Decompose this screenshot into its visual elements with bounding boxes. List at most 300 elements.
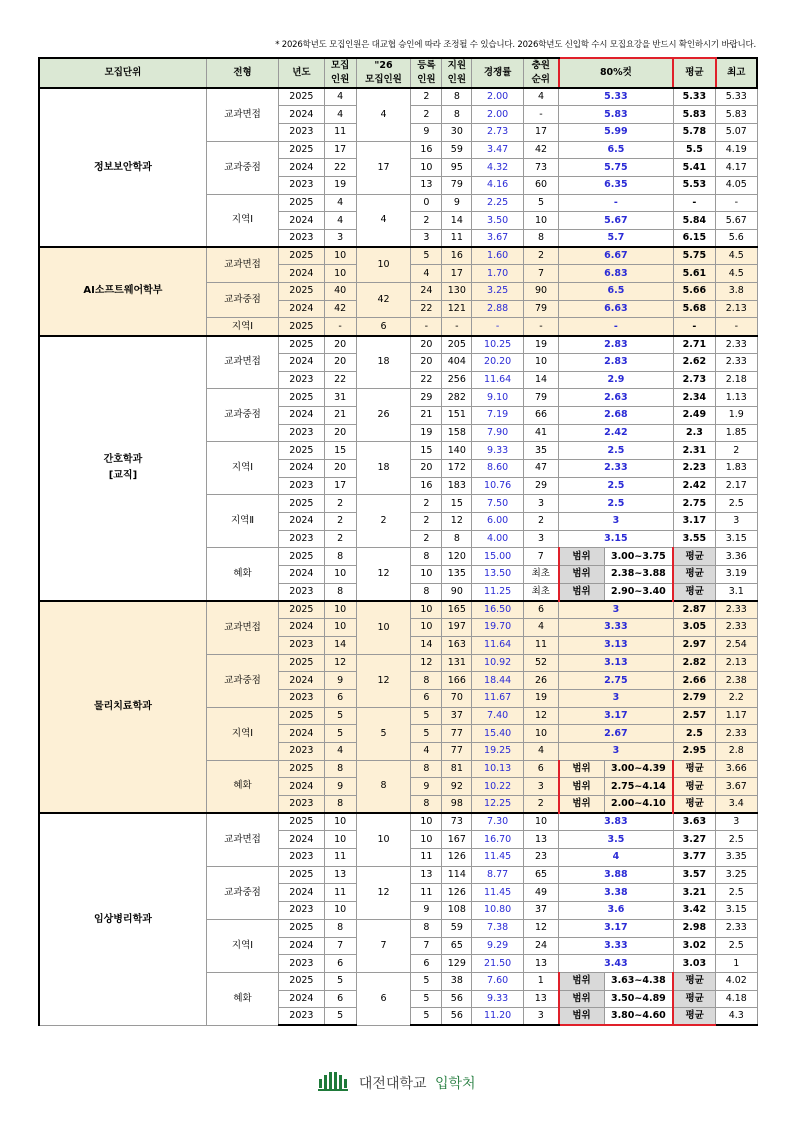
max: 3.1 [716, 583, 757, 601]
waitlist-rank: 11 [523, 636, 558, 654]
cut-80: 3.38 [559, 884, 674, 902]
waitlist-rank: 60 [523, 176, 558, 194]
quota: 7 [324, 937, 356, 955]
range-value: 2.38~3.88 [604, 566, 673, 584]
waitlist-rank: 7 [523, 265, 558, 283]
applicants: 166 [442, 672, 472, 690]
quota: 20 [324, 424, 356, 442]
quota-2026: 12 [356, 654, 411, 707]
waitlist-rank: 29 [523, 477, 558, 495]
registered: 2 [411, 513, 442, 531]
max: 4.5 [716, 265, 757, 283]
average: 2.57 [673, 707, 715, 725]
waitlist-rank: 4 [523, 88, 558, 106]
average: - [673, 318, 715, 336]
admission-type: 혜화 [206, 972, 278, 1025]
header-applicants-line1: 지원 [447, 60, 467, 71]
year: 2025 [279, 389, 324, 407]
waitlist-rank: 52 [523, 654, 558, 672]
quota-2026: 10 [356, 813, 411, 866]
range-label: 범위 [559, 778, 604, 796]
year: 2024 [279, 353, 324, 371]
average: 5.78 [673, 123, 715, 141]
range-value: 2.00~4.10 [604, 796, 673, 814]
year: 2023 [279, 796, 324, 814]
cut-80: 2.83 [559, 336, 674, 354]
max: 3.25 [716, 866, 757, 884]
header-applicants [442, 58, 472, 88]
cut-80: 3.15 [559, 530, 674, 548]
range-value: 2.75~4.14 [604, 778, 673, 796]
applicants: 12 [442, 513, 472, 531]
waitlist-rank: 79 [523, 300, 558, 318]
average: 2.73 [673, 371, 715, 389]
competition-rate: 4.32 [472, 159, 524, 177]
year: 2023 [279, 530, 324, 548]
applicants: 205 [442, 336, 472, 354]
unit-name-cell [39, 247, 206, 335]
applicants: 11 [442, 230, 472, 248]
admission-results-table [38, 57, 758, 1026]
header-year: 년도 [279, 58, 324, 88]
quota-2026: 7 [356, 919, 411, 972]
registered: 2 [411, 495, 442, 513]
applicants: 130 [442, 283, 472, 301]
registered: 5 [411, 972, 442, 990]
year: 2025 [279, 88, 324, 106]
admission-type: 지역Ⅱ [206, 495, 278, 548]
applicants: 37 [442, 707, 472, 725]
cut-80: 3.17 [559, 919, 674, 937]
average: 3.63 [673, 813, 715, 831]
quota: 8 [324, 760, 356, 778]
unit-name-cell [39, 601, 206, 813]
cut-80: 2.42 [559, 424, 674, 442]
header-waitlist-line1: 충원 [531, 60, 550, 71]
waitlist-rank: 13 [523, 955, 558, 973]
applicants: 16 [442, 247, 472, 265]
registered: 20 [411, 353, 442, 371]
quota: 8 [324, 583, 356, 601]
competition-rate: 12.25 [472, 796, 524, 814]
max: 4.5 [716, 247, 757, 265]
max: 2.5 [716, 937, 757, 955]
registered: 8 [411, 672, 442, 690]
average: 3.02 [673, 937, 715, 955]
year: 2024 [279, 265, 324, 283]
cut-80: 2.5 [559, 442, 674, 460]
waitlist-rank: 19 [523, 336, 558, 354]
range-label: 범위 [559, 548, 604, 566]
competition-rate: 3.25 [472, 283, 524, 301]
registered: 16 [411, 477, 442, 495]
waitlist-rank: 14 [523, 371, 558, 389]
competition-rate: 11.25 [472, 583, 524, 601]
registered: 8 [411, 760, 442, 778]
registered: 0 [411, 194, 442, 212]
waitlist-rank: 3 [523, 530, 558, 548]
applicants: 167 [442, 831, 472, 849]
range-label: 범위 [559, 796, 604, 814]
max: 1.9 [716, 406, 757, 424]
table-row [39, 601, 757, 619]
registered: 7 [411, 937, 442, 955]
table-body [39, 88, 757, 1025]
waitlist-rank: 26 [523, 672, 558, 690]
year: 2023 [279, 742, 324, 760]
applicants: 77 [442, 742, 472, 760]
quota: 22 [324, 159, 356, 177]
quota: 2 [324, 495, 356, 513]
year: 2024 [279, 619, 324, 637]
quota: 5 [324, 707, 356, 725]
year: 2024 [279, 778, 324, 796]
waitlist-rank: - [523, 106, 558, 124]
admission-type: 지역Ⅰ [206, 919, 278, 972]
quota: 21 [324, 406, 356, 424]
applicants: 126 [442, 849, 472, 867]
year: 2023 [279, 583, 324, 601]
waitlist-rank: 3 [523, 778, 558, 796]
waitlist-rank: 37 [523, 902, 558, 920]
quota: 9 [324, 672, 356, 690]
competition-rate: 9.33 [472, 990, 524, 1008]
registered: 2 [411, 530, 442, 548]
header-waitlist [523, 58, 558, 88]
quota: 4 [324, 194, 356, 212]
waitlist-rank: 42 [523, 141, 558, 159]
cut-80: 2.5 [559, 495, 674, 513]
quota: 12 [324, 654, 356, 672]
max: 3.15 [716, 902, 757, 920]
max: 5.67 [716, 212, 757, 230]
max: 2.18 [716, 371, 757, 389]
quota: - [324, 318, 356, 336]
waitlist-rank: 7 [523, 548, 558, 566]
unit-subname: [교직] [108, 470, 138, 482]
quota-2026: 4 [356, 88, 411, 141]
competition-rate: 10.92 [472, 654, 524, 672]
quota: 40 [324, 283, 356, 301]
registered: 29 [411, 389, 442, 407]
applicants: 30 [442, 123, 472, 141]
max: 3 [716, 513, 757, 531]
header-registered [411, 58, 442, 88]
cut-80: 6.5 [559, 141, 674, 159]
quota: 10 [324, 247, 356, 265]
waitlist-rank: 10 [523, 725, 558, 743]
competition-rate: 16.70 [472, 831, 524, 849]
registered: 9 [411, 902, 442, 920]
applicants: 14 [442, 212, 472, 230]
header-unit: 모집단위 [39, 58, 206, 88]
average-label: 평균 [673, 990, 715, 1008]
max: - [716, 194, 757, 212]
max: 2 [716, 442, 757, 460]
quota-2026: 5 [356, 707, 411, 760]
year: 2025 [279, 760, 324, 778]
unit-name-cell [39, 336, 206, 601]
year: 2024 [279, 300, 324, 318]
registered: 12 [411, 654, 442, 672]
average: 2.49 [673, 406, 715, 424]
average: 3.03 [673, 955, 715, 973]
registered: 8 [411, 583, 442, 601]
average: 5.75 [673, 247, 715, 265]
applicants: 135 [442, 566, 472, 584]
year: 2025 [279, 318, 324, 336]
cut-80: 3.5 [559, 831, 674, 849]
applicants: 140 [442, 442, 472, 460]
registered: 15 [411, 442, 442, 460]
cut-80: 2.68 [559, 406, 674, 424]
quota: 8 [324, 919, 356, 937]
waitlist-rank: 66 [523, 406, 558, 424]
header-quota-line2: 인원 [330, 74, 350, 85]
average: 2.23 [673, 459, 715, 477]
competition-rate: 7.40 [472, 707, 524, 725]
average: 2.71 [673, 336, 715, 354]
year: 2024 [279, 459, 324, 477]
cut-80: 5.7 [559, 230, 674, 248]
registered: 11 [411, 849, 442, 867]
range-value: 3.63~4.38 [604, 972, 673, 990]
year: 2024 [279, 672, 324, 690]
quota: 11 [324, 123, 356, 141]
waitlist-rank: 24 [523, 937, 558, 955]
applicants: 73 [442, 813, 472, 831]
waitlist-rank: 12 [523, 919, 558, 937]
year: 2025 [279, 141, 324, 159]
cut-80: 5.99 [559, 123, 674, 141]
max: 3.36 [716, 548, 757, 566]
max: 2.5 [716, 831, 757, 849]
competition-rate: 3.67 [472, 230, 524, 248]
competition-rate: 8.60 [472, 459, 524, 477]
waitlist-rank: 6 [523, 601, 558, 619]
competition-rate: 15.40 [472, 725, 524, 743]
average-label: 평균 [673, 972, 715, 990]
applicants: 56 [442, 1008, 472, 1026]
competition-rate: 7.38 [472, 919, 524, 937]
waitlist-rank: 47 [523, 459, 558, 477]
max: 2.17 [716, 477, 757, 495]
quota: 3 [324, 230, 356, 248]
footer-office-name: 입학처 [434, 1076, 476, 1092]
waitlist-rank: 2 [523, 796, 558, 814]
average: 3.55 [673, 530, 715, 548]
quota-2026: 6 [356, 318, 411, 336]
year: 2024 [279, 884, 324, 902]
quota: 5 [324, 725, 356, 743]
competition-rate: 9.29 [472, 937, 524, 955]
quota: 17 [324, 141, 356, 159]
quota: 6 [324, 689, 356, 707]
year: 2024 [279, 990, 324, 1008]
competition-rate: 2.88 [472, 300, 524, 318]
admission-type: 교과중점 [206, 654, 278, 707]
cut-80: 6.35 [559, 176, 674, 194]
competition-rate: 10.13 [472, 760, 524, 778]
max: 2.8 [716, 742, 757, 760]
cut-80: 6.83 [559, 265, 674, 283]
quota-2026: 8 [356, 760, 411, 813]
quota-2026: 26 [356, 389, 411, 442]
quota: 6 [324, 990, 356, 1008]
applicants: 172 [442, 459, 472, 477]
cut-80: 3.6 [559, 902, 674, 920]
registered: 2 [411, 106, 442, 124]
quota: 10 [324, 831, 356, 849]
unit-name: 임상병리학과 [93, 913, 152, 925]
applicants: 56 [442, 990, 472, 1008]
quota: 10 [324, 601, 356, 619]
average: 5.61 [673, 265, 715, 283]
quota: 8 [324, 548, 356, 566]
footer [0, 1070, 794, 1096]
quota: 10 [324, 566, 356, 584]
waitlist-rank: 1 [523, 972, 558, 990]
competition-rate: 11.45 [472, 884, 524, 902]
range-value: 2.90~3.40 [604, 583, 673, 601]
cut-80: 5.75 [559, 159, 674, 177]
applicants: 183 [442, 477, 472, 495]
competition-rate: 16.50 [472, 601, 524, 619]
average: 5.53 [673, 176, 715, 194]
max: 2.13 [716, 300, 757, 318]
year: 2024 [279, 831, 324, 849]
quota: 4 [324, 212, 356, 230]
competition-rate: 18.44 [472, 672, 524, 690]
competition-rate: 7.50 [472, 495, 524, 513]
applicants: 38 [442, 972, 472, 990]
max: 3.19 [716, 566, 757, 584]
year: 2023 [279, 1008, 324, 1026]
registered: 9 [411, 123, 442, 141]
average-label: 평균 [673, 583, 715, 601]
cut-80: 2.83 [559, 353, 674, 371]
unit-name-cell [39, 88, 206, 247]
competition-rate: 7.30 [472, 813, 524, 831]
unit-name: 물리치료학과 [93, 701, 152, 713]
admission-type: 혜화 [206, 548, 278, 601]
max: 3.67 [716, 778, 757, 796]
applicants: 163 [442, 636, 472, 654]
quota: 20 [324, 459, 356, 477]
waitlist-rank: 5 [523, 194, 558, 212]
average: 2.75 [673, 495, 715, 513]
waitlist-rank: 최초 [523, 566, 558, 584]
average-label: 평균 [673, 778, 715, 796]
quota: 2 [324, 513, 356, 531]
competition-rate: 11.45 [472, 849, 524, 867]
average: 5.84 [673, 212, 715, 230]
admission-type: 교과중점 [206, 866, 278, 919]
competition-rate: 1.70 [472, 265, 524, 283]
max: 5.33 [716, 88, 757, 106]
max: 2.33 [716, 619, 757, 637]
competition-rate: 9.33 [472, 442, 524, 460]
average: 2.79 [673, 689, 715, 707]
registered: 3 [411, 230, 442, 248]
range-value: 3.00~4.39 [604, 760, 673, 778]
cut-80: 2.75 [559, 672, 674, 690]
applicants: 121 [442, 300, 472, 318]
waitlist-rank: 2 [523, 513, 558, 531]
quota-2026: 18 [356, 442, 411, 495]
average: 2.42 [673, 477, 715, 495]
applicants: 8 [442, 88, 472, 106]
year: 2025 [279, 601, 324, 619]
table-row [39, 247, 757, 265]
quota-2026: 2 [356, 495, 411, 548]
applicants: 282 [442, 389, 472, 407]
competition-rate: 2.00 [472, 106, 524, 124]
range-label: 범위 [559, 583, 604, 601]
cut-80: 3.83 [559, 813, 674, 831]
applicants: 158 [442, 424, 472, 442]
cut-80: 3 [559, 689, 674, 707]
quota-2026: 6 [356, 972, 411, 1025]
year: 2023 [279, 849, 324, 867]
quota: 10 [324, 902, 356, 920]
quota-2026: 42 [356, 283, 411, 318]
footer-school-name: 대전대학교 [358, 1076, 427, 1092]
waitlist-rank: 13 [523, 990, 558, 1008]
quota: 4 [324, 742, 356, 760]
table-row [39, 813, 757, 831]
waitlist-rank: 65 [523, 866, 558, 884]
quota: 22 [324, 371, 356, 389]
header-2026-line1: "26 [374, 60, 393, 71]
cut-80: 3.33 [559, 937, 674, 955]
quota: 8 [324, 796, 356, 814]
competition-rate: 8.77 [472, 866, 524, 884]
waitlist-rank: 41 [523, 424, 558, 442]
average: 6.15 [673, 230, 715, 248]
competition-rate: 21.50 [472, 955, 524, 973]
cut-80: 5.67 [559, 212, 674, 230]
max: 2.5 [716, 884, 757, 902]
year: 2025 [279, 813, 324, 831]
admission-type: 교과면접 [206, 336, 278, 389]
registered: 10 [411, 601, 442, 619]
cut-80: 6.63 [559, 300, 674, 318]
max: 5.83 [716, 106, 757, 124]
registered: 13 [411, 866, 442, 884]
cut-80: 3.13 [559, 636, 674, 654]
max: 2.33 [716, 601, 757, 619]
applicants: 17 [442, 265, 472, 283]
registered: 13 [411, 176, 442, 194]
registered: 16 [411, 141, 442, 159]
applicants: 79 [442, 176, 472, 194]
average: 2.62 [673, 353, 715, 371]
average: 3.57 [673, 866, 715, 884]
waitlist-rank: 12 [523, 707, 558, 725]
header-competition: 경쟁률 [472, 58, 524, 88]
max: 3.15 [716, 530, 757, 548]
header-2026-quota [356, 58, 411, 88]
average: 5.68 [673, 300, 715, 318]
year: 2023 [279, 371, 324, 389]
cut-80: 3 [559, 513, 674, 531]
waitlist-rank: 최초 [523, 583, 558, 601]
average: 2.31 [673, 442, 715, 460]
max: 2.33 [716, 353, 757, 371]
admission-type: 지역Ⅰ [206, 318, 278, 336]
registered: 10 [411, 566, 442, 584]
